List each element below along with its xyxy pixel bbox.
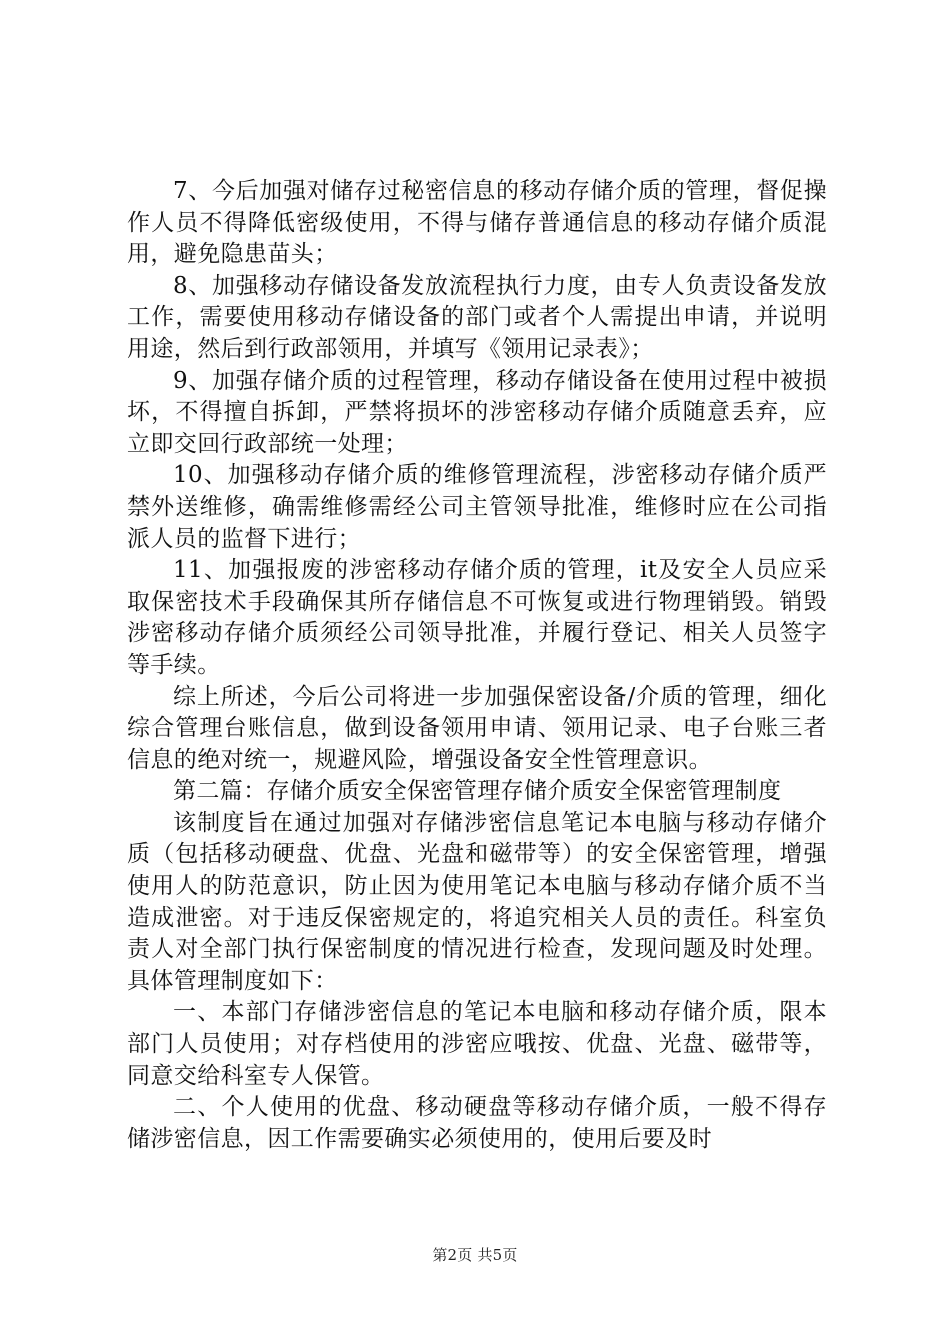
page-footer: 第2页 共5页 bbox=[432, 1246, 518, 1264]
paragraph-item-7: 7、今后加强对储存过秘密信息的移动存储介质的管理，督促操作人员不得降低密级使用，不得与储存普通信息的移动存储介质混用，避免隐患苗头； bbox=[127, 178, 827, 268]
paragraph-item-9: 9、加强存储介质的过程管理，移动存储设备在使用过程中被损坏，不得擅自拆卸，严禁将损坏的涉密移动存储介质随意丢弃，应立即交回行政部统一处理； bbox=[127, 367, 827, 457]
paragraph-intro: 该制度旨在通过加强对存储涉密信息笔记本电脑与移动存储介质（包括移动硬盘、优盘、光盘和磁带等）的安全保密管理，增强使用人的防范意识，防止因为使用笔记本电脑与移动存储介质不当造成泄密。对于违反保密规定的，将追究相关人员的责任。科室负责人对全部门执行保密制度的情况进行检查，发现问题及时处理。具体管理制度如下： bbox=[127, 809, 827, 994]
paragraph-summary: 综上所述，今后公司将进一步加强保密设备/介质的管理，细化综合管理台账信息，做到设备领用申请、领用记录、电子台账三者信息的绝对统一，规避风险，增强设备安全性管理意识。 bbox=[127, 683, 827, 773]
paragraph-item-10: 10、加强移动存储介质的维修管理流程，涉密移动存储介质严禁外送维修，确需维修需经公司主管领导批准，维修时应在公司指派人员的监督下进行； bbox=[127, 462, 827, 552]
paragraph-item-11: 11、加强报废的涉密移动存储介质的管理，it及安全人员应采取保密技术手段确保其所存储信息不可恢复或进行物理销毁。销毁涉密移动存储介质须经公司领导批准，并履行登记、相关人员签字等手续。 bbox=[127, 557, 827, 678]
paragraph-item-8: 8、加强移动存储设备发放流程执行力度，由专人负责设备发放工作，需要使用移动存储设备的部门或者个人需提出申请，并说明用途，然后到行政部领用，并填写《领用记录表》； bbox=[127, 272, 827, 362]
paragraph-rule-2: 二、个人使用的优盘、移动硬盘等移动存储介质，一般不得存储涉密信息，因工作需要确实必须使用的，使用后要及时 bbox=[127, 1094, 827, 1152]
document-body bbox=[127, 176, 827, 1155]
paragraph-rule-1: 一、本部门存储涉密信息的笔记本电脑和移动存储介质，限本部门人员使用；对存档使用的涉密应哦按、优盘、光盘、磁带等，同意交给科室专人保管。 bbox=[127, 999, 827, 1089]
section-heading: 第二篇：存储介质安全保密管理存储介质安全保密管理制度 bbox=[173, 778, 782, 805]
